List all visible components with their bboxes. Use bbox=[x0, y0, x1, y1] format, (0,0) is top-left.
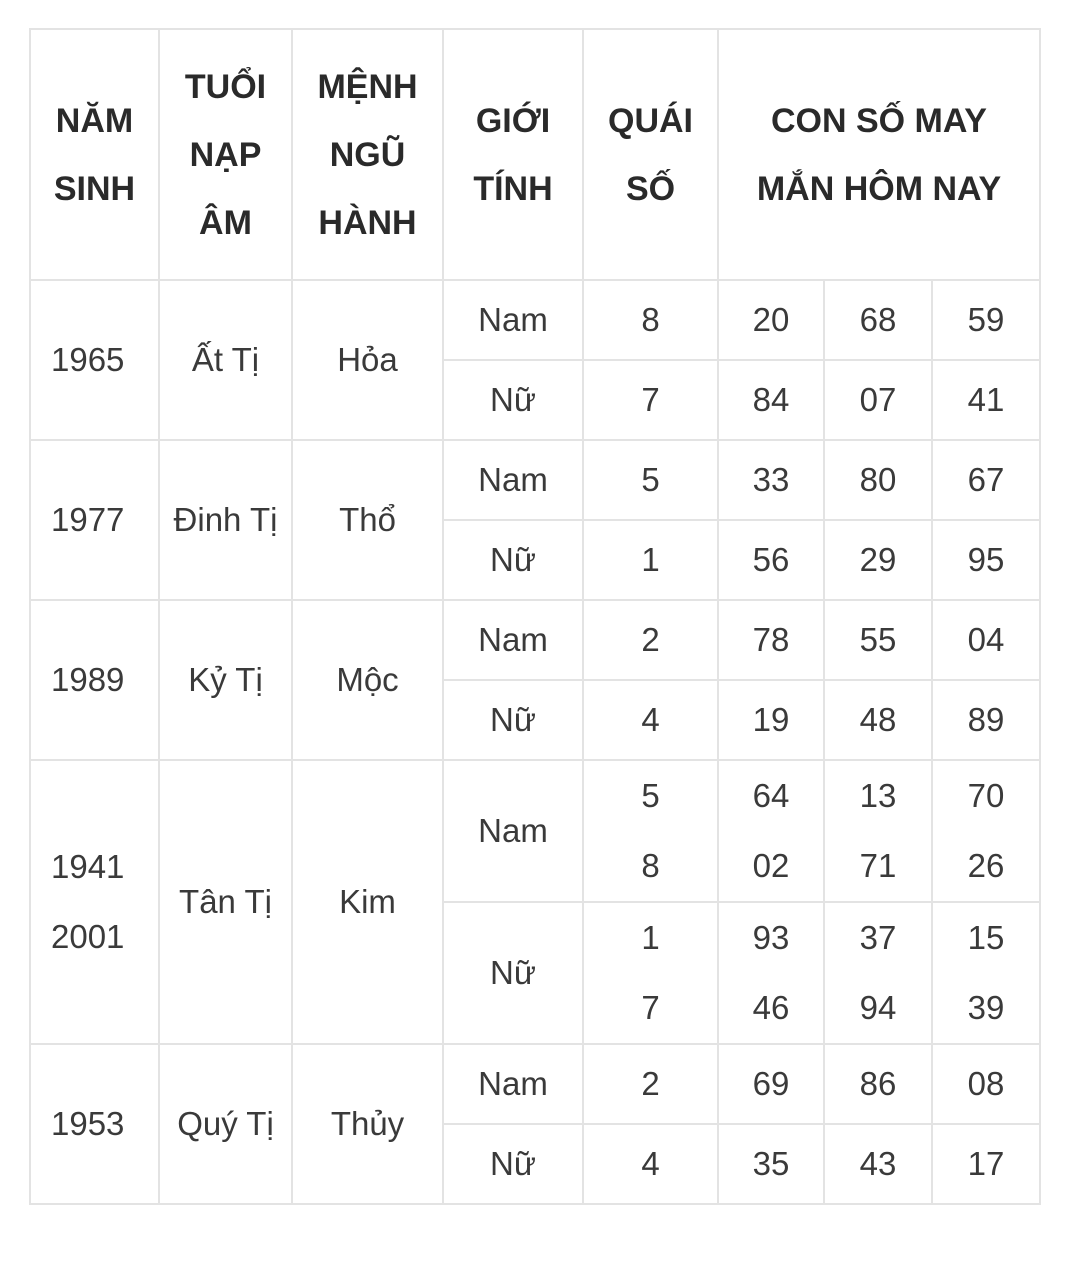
lucky-number-cell bbox=[932, 520, 1040, 600]
table-row bbox=[30, 440, 1040, 520]
tuoi-nap-am-cell: Kỷ Tị bbox=[159, 600, 292, 760]
quai-so-cell bbox=[583, 360, 718, 440]
lucky-number: 95 bbox=[967, 541, 1005, 578]
quai-so-cell-value: 7 bbox=[641, 381, 660, 418]
lucky-number: 67 bbox=[967, 461, 1005, 498]
header-menh-ngu-hanh: MỆNH NGŨ HÀNH bbox=[292, 29, 443, 280]
lucky-number: 37 bbox=[859, 919, 897, 956]
lucky-number: 15 bbox=[967, 919, 1005, 956]
lucky-number: 64 bbox=[752, 777, 790, 814]
lucky-number-cell bbox=[718, 280, 824, 360]
table-row bbox=[30, 280, 1040, 360]
birth-year-cell-value: 1989 bbox=[51, 661, 125, 698]
gender-cell: Nam bbox=[443, 280, 583, 360]
lucky-number: 48 bbox=[859, 701, 897, 738]
quai-so-cell-value: 1 bbox=[641, 919, 660, 956]
quai-so-cell-value: 1 bbox=[641, 541, 660, 578]
menh-ngu-hanh-cell: Hỏa bbox=[292, 280, 443, 440]
lucky-number: 78 bbox=[752, 621, 790, 658]
quai-so-cell-value: 8 bbox=[641, 847, 660, 884]
quai-so-cell-value: 2 bbox=[641, 1065, 660, 1102]
lucky-number-cell bbox=[718, 902, 824, 1044]
lucky-number-cell bbox=[718, 520, 824, 600]
quai-so-cell bbox=[583, 680, 718, 760]
lucky-number: 68 bbox=[859, 301, 897, 338]
lucky-number: 59 bbox=[967, 301, 1005, 338]
lucky-number-cell bbox=[718, 760, 824, 902]
birth-year-cell-value: 1941 bbox=[51, 848, 125, 885]
quai-so-cell-value: 4 bbox=[641, 701, 660, 738]
menh-ngu-hanh-cell: Thủy bbox=[292, 1044, 443, 1204]
lucky-number: 04 bbox=[967, 621, 1005, 658]
lucky-number: 41 bbox=[967, 381, 1005, 418]
tuoi-nap-am-cell: Ất Tị bbox=[159, 280, 292, 440]
table-row bbox=[30, 1044, 1040, 1124]
lucky-number: 56 bbox=[752, 541, 790, 578]
lucky-number: 19 bbox=[752, 701, 790, 738]
lucky-number: 35 bbox=[752, 1145, 790, 1182]
quai-so-cell bbox=[583, 902, 718, 1044]
quai-so-cell bbox=[583, 1044, 718, 1124]
lucky-number-cell bbox=[824, 1124, 932, 1204]
quai-so-cell-value: 5 bbox=[641, 777, 660, 814]
lucky-number-cell bbox=[718, 1124, 824, 1204]
lucky-number: 07 bbox=[859, 381, 897, 418]
birth-year-cell bbox=[30, 760, 159, 1044]
quai-so-cell-value: 8 bbox=[641, 301, 660, 338]
lucky-number: 93 bbox=[752, 919, 790, 956]
gender-cell: Nam bbox=[443, 760, 583, 902]
table-row bbox=[30, 600, 1040, 680]
birth-year-cell-value: 1965 bbox=[51, 341, 125, 378]
header-row bbox=[30, 29, 1040, 280]
lucky-number: 39 bbox=[967, 989, 1005, 1026]
quai-so-cell-value: 7 bbox=[641, 989, 660, 1026]
lucky-number-cell bbox=[824, 360, 932, 440]
lucky-number: 20 bbox=[752, 301, 790, 338]
tuoi-nap-am-cell: Tân Tị bbox=[159, 760, 292, 1044]
lucky-number: 17 bbox=[967, 1145, 1005, 1182]
lucky-number: 46 bbox=[752, 989, 790, 1026]
lucky-number-cell bbox=[718, 360, 824, 440]
lucky-number-cell bbox=[824, 1044, 932, 1124]
header-gioi-tinh: GIỚI TÍNH bbox=[443, 29, 583, 280]
lucky-number-cell bbox=[932, 1044, 1040, 1124]
lucky-number: 55 bbox=[859, 621, 897, 658]
lucky-number-cell bbox=[718, 1044, 824, 1124]
birth-year-cell bbox=[30, 1044, 159, 1204]
lucky-number-cell bbox=[718, 600, 824, 680]
lucky-number: 84 bbox=[752, 381, 790, 418]
quai-so-cell-value: 2 bbox=[641, 621, 660, 658]
tuoi-nap-am-cell: Quý Tị bbox=[159, 1044, 292, 1204]
lucky-number: 13 bbox=[859, 777, 897, 814]
quai-so-cell-value: 5 bbox=[641, 461, 660, 498]
gender-cell: Nữ bbox=[443, 520, 583, 600]
birth-year-cell bbox=[30, 280, 159, 440]
header-tuoi-nap-am: TUỔI NẠP ÂM bbox=[159, 29, 292, 280]
menh-ngu-hanh-cell: Kim bbox=[292, 760, 443, 1044]
birth-year-cell bbox=[30, 440, 159, 600]
gender-cell: Nam bbox=[443, 440, 583, 520]
gender-cell: Nữ bbox=[443, 1124, 583, 1204]
gender-cell: Nam bbox=[443, 600, 583, 680]
quai-so-cell bbox=[583, 440, 718, 520]
lucky-number: 33 bbox=[752, 461, 790, 498]
lucky-number-cell bbox=[932, 760, 1040, 902]
lucky-number: 29 bbox=[859, 541, 897, 578]
lucky-number-cell bbox=[932, 902, 1040, 1044]
lucky-number: 89 bbox=[967, 701, 1005, 738]
lucky-number-cell bbox=[824, 520, 932, 600]
lucky-number-cell bbox=[932, 1124, 1040, 1204]
lucky-number: 71 bbox=[859, 847, 897, 884]
lucky-number: 08 bbox=[967, 1065, 1005, 1102]
lucky-number-cell bbox=[824, 760, 932, 902]
lucky-number-cell bbox=[824, 280, 932, 360]
gender-cell: Nữ bbox=[443, 680, 583, 760]
birth-year-cell-value: 1977 bbox=[51, 501, 125, 538]
quai-so-cell-value: 4 bbox=[641, 1145, 660, 1182]
header-quai-so: QUÁI SỐ bbox=[583, 29, 718, 280]
lucky-number-cell bbox=[932, 600, 1040, 680]
quai-so-cell bbox=[583, 600, 718, 680]
table-body bbox=[30, 280, 1040, 1204]
lucky-number-cell bbox=[824, 902, 932, 1044]
lucky-number-cell bbox=[932, 360, 1040, 440]
lucky-number: 43 bbox=[859, 1145, 897, 1182]
lucky-number: 26 bbox=[967, 847, 1005, 884]
gender-cell: Nữ bbox=[443, 902, 583, 1044]
table-row bbox=[30, 760, 1040, 902]
lucky-number-table bbox=[29, 28, 1041, 1205]
lucky-number-cell bbox=[932, 280, 1040, 360]
lucky-number: 86 bbox=[859, 1065, 897, 1102]
quai-so-cell bbox=[583, 1124, 718, 1204]
lucky-number-cell bbox=[824, 680, 932, 760]
gender-cell: Nữ bbox=[443, 360, 583, 440]
birth-year-cell-value: 2001 bbox=[51, 918, 125, 955]
menh-ngu-hanh-cell: Mộc bbox=[292, 600, 443, 760]
tuoi-nap-am-cell: Đinh Tị bbox=[159, 440, 292, 600]
birth-year-cell bbox=[30, 600, 159, 760]
quai-so-cell bbox=[583, 520, 718, 600]
lucky-number-cell bbox=[718, 680, 824, 760]
lucky-number: 70 bbox=[967, 777, 1005, 814]
header-nam-sinh: NĂM SINH bbox=[30, 29, 159, 280]
lucky-number: 94 bbox=[859, 989, 897, 1026]
lucky-number-cell bbox=[824, 600, 932, 680]
header-con-so-may-man: CON SỐ MAY MẮN HÔM NAY bbox=[718, 29, 1040, 280]
birth-year-cell-value: 1953 bbox=[51, 1105, 125, 1142]
lucky-number-cell bbox=[932, 440, 1040, 520]
lucky-number-cell bbox=[824, 440, 932, 520]
lucky-number-cell bbox=[932, 680, 1040, 760]
lucky-number: 69 bbox=[752, 1065, 790, 1102]
menh-ngu-hanh-cell: Thổ bbox=[292, 440, 443, 600]
lucky-number-cell bbox=[718, 440, 824, 520]
lucky-number: 80 bbox=[859, 461, 897, 498]
gender-cell: Nam bbox=[443, 1044, 583, 1124]
quai-so-cell bbox=[583, 760, 718, 902]
lucky-number: 02 bbox=[752, 847, 790, 884]
quai-so-cell bbox=[583, 280, 718, 360]
